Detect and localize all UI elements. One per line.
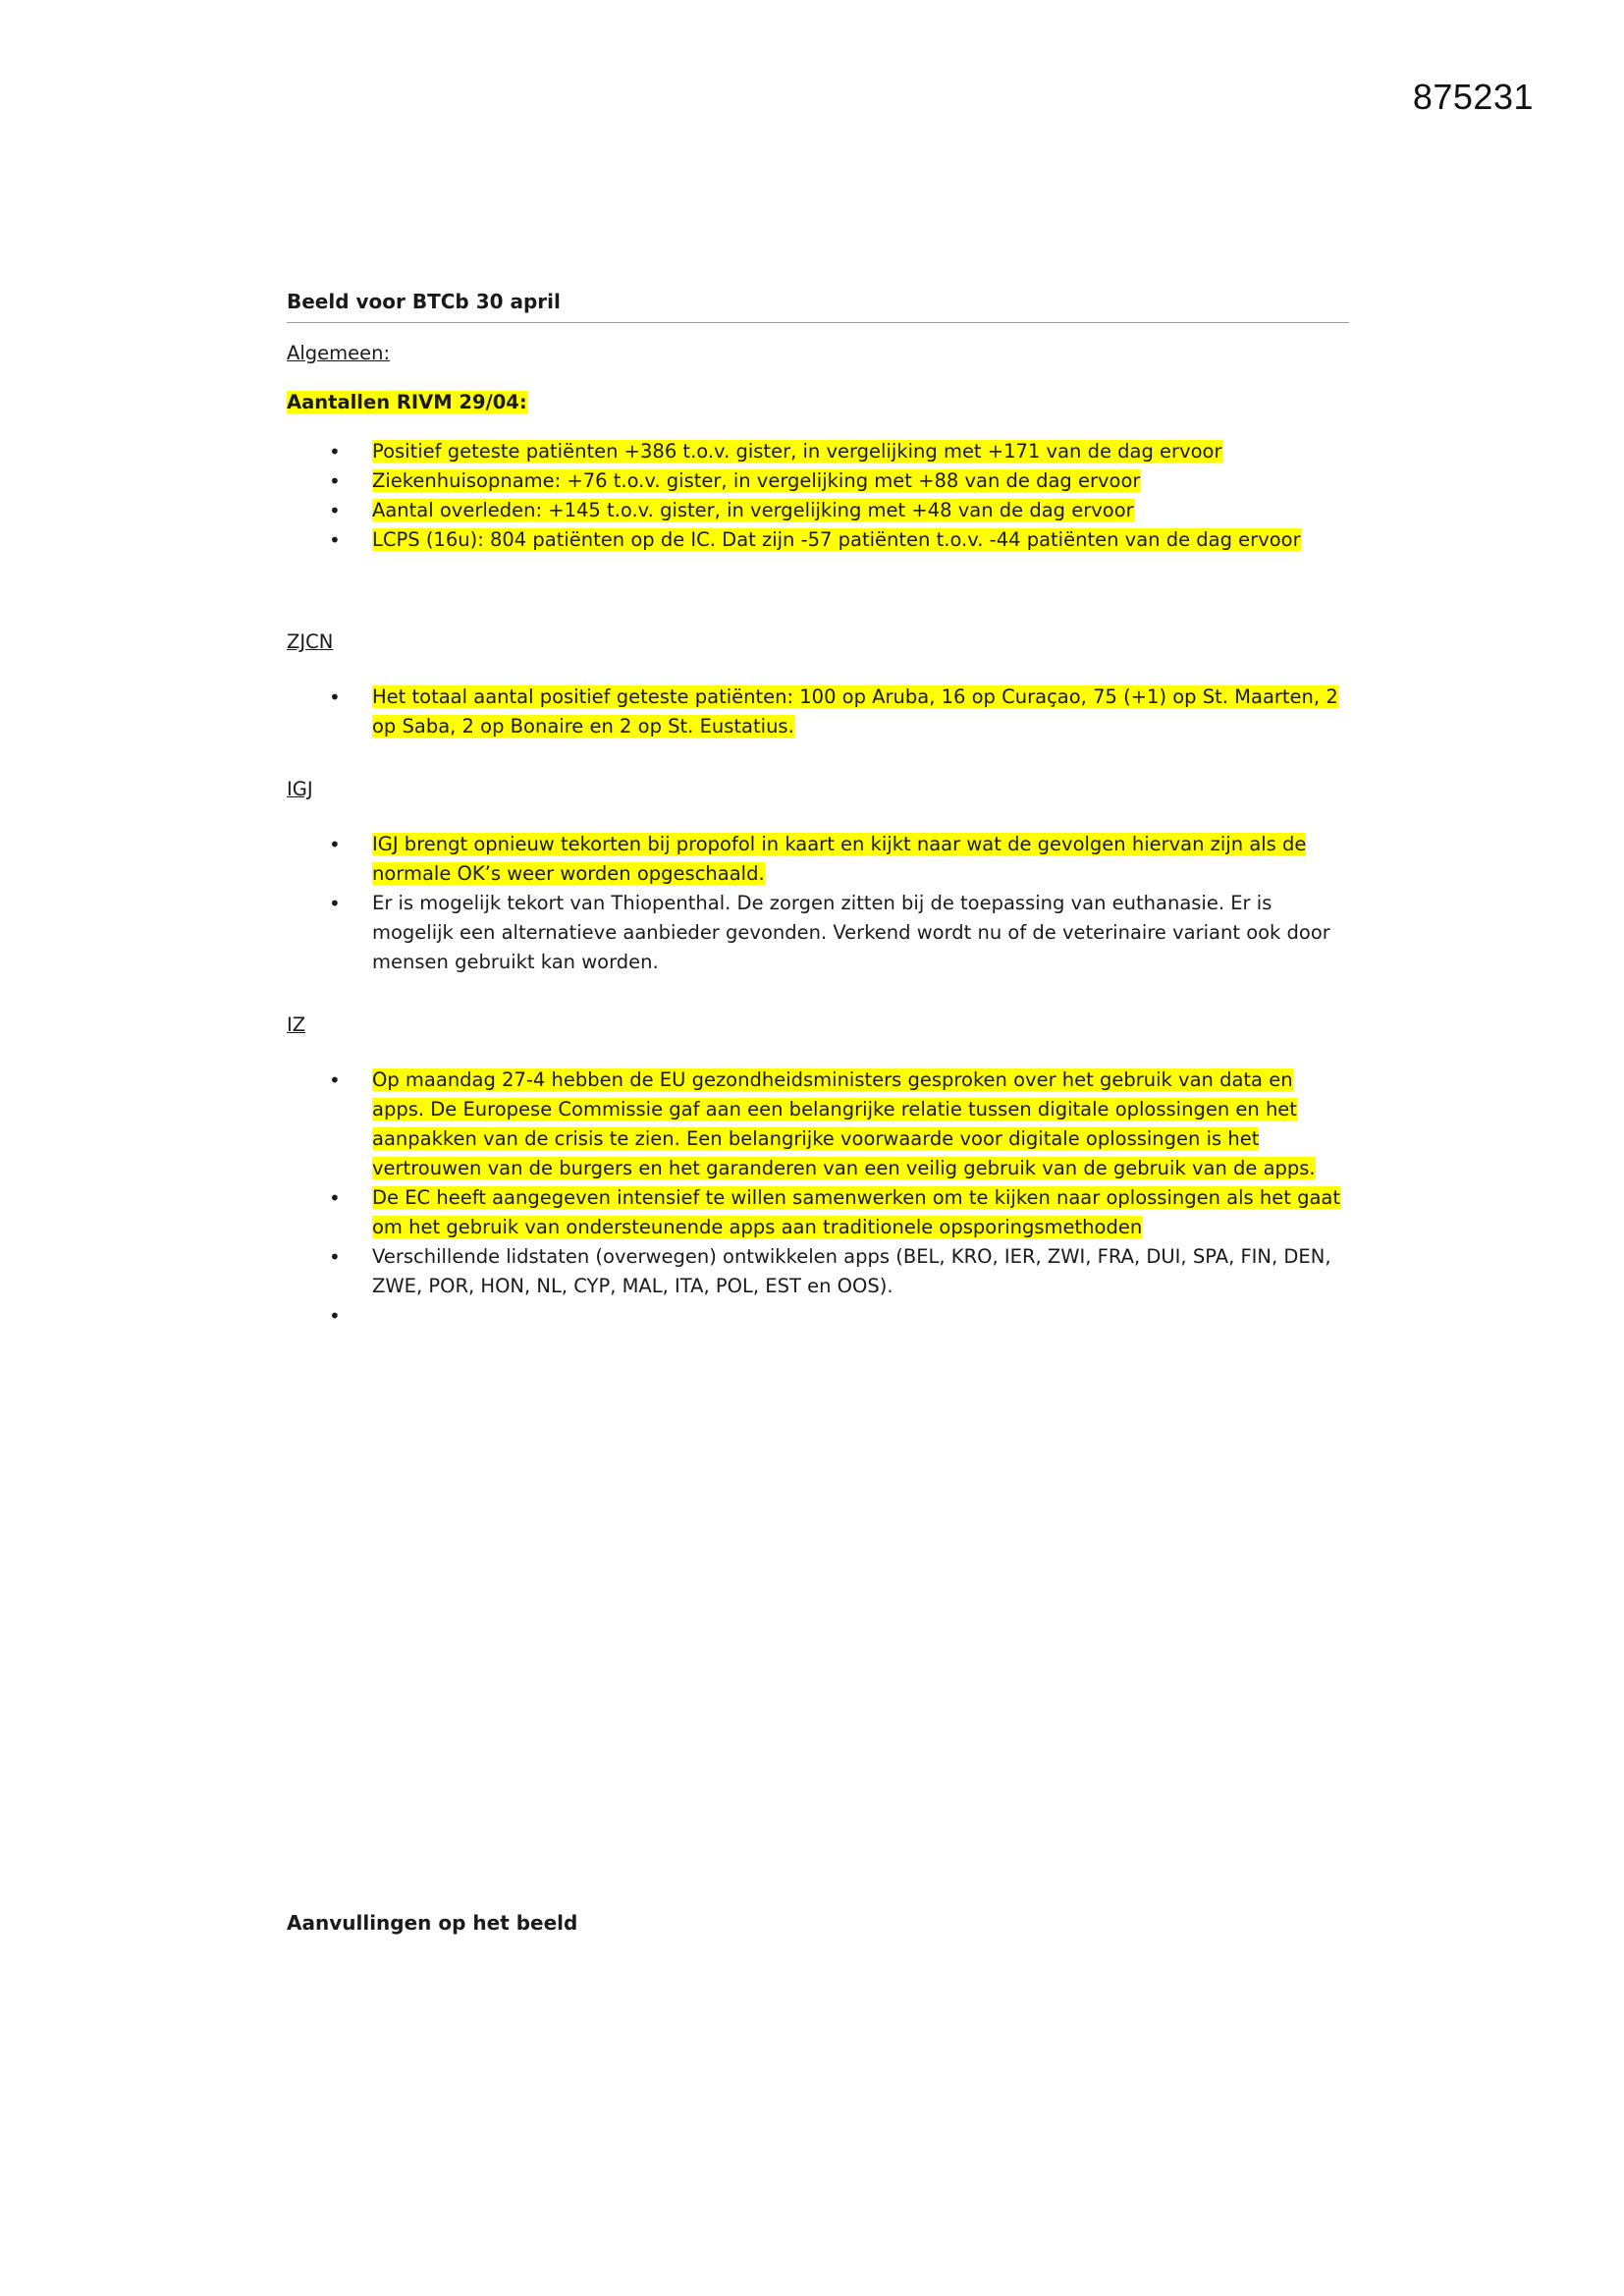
document-title: Beeld voor BTCb 30 april: [287, 287, 1349, 323]
list-item: • Aantal overleden: +145 t.o.v. gister, in vergelijking met +48 van de dag ervoor: [287, 496, 1349, 525]
list-item: • LCPS (16u): 804 patiënten op de IC. Dat zijn -57 patiënten t.o.v. -44 patiënten van de dag ervoor: [287, 525, 1349, 555]
additions-heading: Aanvullingen op het beeld: [287, 1911, 578, 1935]
list-item: • De EC heeft aangegeven intensief te willen samenwerken om te kijken naar oplossingen als het gaat om het gebruik van ondersteunende apps aan traditionele opsporingsmethoden: [287, 1183, 1349, 1242]
section-label-igj: IGJ: [287, 778, 313, 800]
list-item: • Ziekenhuisopname: +76 t.o.v. gister, in vergelijking met +88 van de dag ervoor: [287, 466, 1349, 496]
list-item: • Op maandag 27-4 hebben de EU gezondheidsministers gesproken over het gebruik van data en apps. De Europese Commissie gaf aan een belangrijke relatie tussen digitale oplossingen en het aanpakken van de crisis te zien. Een belangrijke voorwaarde voor digitale oplossingen is het vertrouwen van de burgers en het garanderen van een veilig gebruik van de gebruik van de apps.: [287, 1066, 1349, 1183]
rivm-heading: Aantallen RIVM 29/04:: [287, 391, 527, 413]
section-label-iz: IZ: [287, 1013, 306, 1036]
document-number: 875231: [1412, 77, 1534, 117]
rivm-list: [287, 437, 1349, 555]
list-item: [287, 1301, 1349, 1331]
list-item: • Er is mogelijk tekort van Thiopenthal. De zorgen zitten bij de toepassing van euthanasie. Er is mogelijk een alternatieve aanbieder gevonden. Verkend wordt nu of de veterinaire variant ook door mensen gebruikt kan worden.: [287, 889, 1349, 977]
list-item: • IGJ brengt opnieuw tekorten bij propofol in kaart en kijkt naar wat de gevolgen hiervan zijn als de normale OK’s weer worden opgeschaald.: [287, 830, 1349, 889]
list-item: • Positief geteste patiënten +386 t.o.v. gister, in vergelijking met +171 van de dag ervoor: [287, 437, 1349, 466]
document-body: [287, 287, 1349, 1331]
zjcn-list: [287, 683, 1349, 741]
iz-list: [287, 1066, 1349, 1331]
list-item: • Verschillende lidstaten (overwegen) ontwikkelen apps (BEL, KRO, IER, ZWI, FRA, DUI, SPA, FIN, DEN, ZWE, POR, HON, NL, CYP, MAL, ITA, POL, EST en OOS).: [287, 1242, 1349, 1301]
section-label-algemeen: Algemeen:: [287, 342, 391, 364]
section-label-zjcn: ZJCN: [287, 630, 334, 653]
list-item: • Het totaal aantal positief geteste patiënten: 100 op Aruba, 16 op Curaçao, 75 (+1) op St. Maarten, 2 op Saba, 2 op Bonaire en 2 op St. Eustatius.: [287, 683, 1349, 741]
igj-list: [287, 830, 1349, 977]
